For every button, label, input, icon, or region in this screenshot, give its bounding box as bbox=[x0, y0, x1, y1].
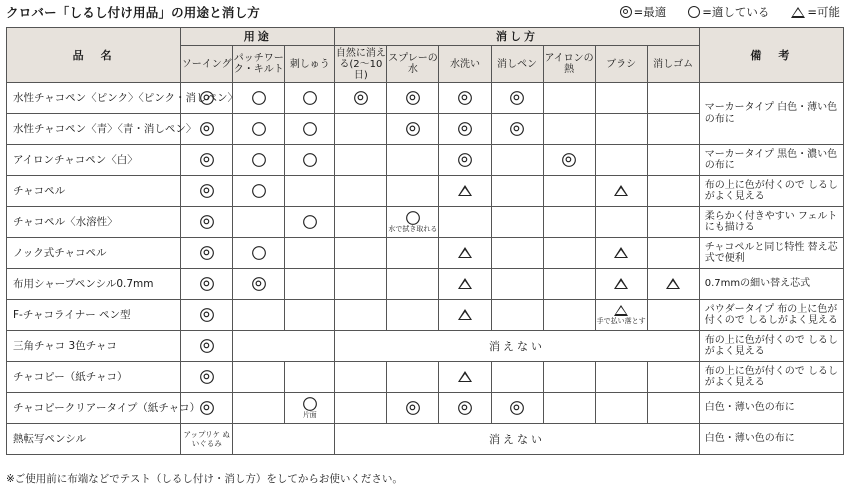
double-circle-icon bbox=[200, 215, 214, 229]
double-circle-icon bbox=[200, 370, 214, 384]
subheader-remove-col-3: 消しペン bbox=[491, 46, 543, 83]
note-cell: チャコペルと同じ特性 替え芯式で便利 bbox=[699, 238, 843, 269]
empty-cell bbox=[233, 331, 335, 362]
circle-icon bbox=[303, 122, 317, 136]
double-circle-icon bbox=[200, 401, 214, 415]
double-circle-icon bbox=[200, 339, 214, 353]
double-circle-icon bbox=[510, 122, 524, 136]
triangle-icon bbox=[458, 278, 472, 289]
mark-cell bbox=[647, 114, 699, 145]
triangle-icon bbox=[666, 278, 680, 289]
double-circle-icon bbox=[200, 122, 214, 136]
cell-note: 水で拭き取れる bbox=[388, 224, 438, 233]
mark-cell bbox=[233, 393, 285, 424]
mark-cell bbox=[285, 393, 335, 424]
triangle-icon bbox=[458, 247, 472, 258]
double-circle-icon bbox=[200, 153, 214, 167]
triangle-icon bbox=[458, 185, 472, 196]
mark-cell bbox=[647, 207, 699, 238]
table-row bbox=[7, 362, 844, 393]
legend-label: =可能 bbox=[807, 5, 840, 19]
product-name: 三角チャコ 3色チャコ bbox=[7, 331, 181, 362]
mark-cell bbox=[335, 176, 387, 207]
note-cell: 布の上に色が付くので しるしがよく見える bbox=[699, 362, 843, 393]
mark-cell bbox=[181, 176, 233, 207]
table-row bbox=[7, 176, 844, 207]
mark-cell bbox=[543, 114, 595, 145]
note-cell: 布の上に色が付くので しるしがよく見える bbox=[699, 176, 843, 207]
not-removable-cell: 消えない bbox=[335, 331, 699, 362]
mark-cell bbox=[647, 362, 699, 393]
legend-suitable bbox=[688, 4, 769, 20]
triangle-icon bbox=[614, 185, 628, 196]
circle-icon bbox=[252, 91, 266, 105]
empty-cell bbox=[233, 424, 335, 455]
mark-cell bbox=[543, 362, 595, 393]
double-circle-icon bbox=[406, 122, 420, 136]
mark-cell bbox=[335, 145, 387, 176]
mark-cell bbox=[285, 176, 335, 207]
mark-cell bbox=[181, 331, 233, 362]
subheader-remove-col-2: 水洗い bbox=[439, 46, 491, 83]
mark-cell bbox=[387, 393, 439, 424]
subheader-use-col-1: パッチワーク・キルト bbox=[233, 46, 285, 83]
mark-cell bbox=[595, 114, 647, 145]
subheader-remove-col-0: 自然に消える(2〜10日) bbox=[335, 47, 386, 81]
mark-cell bbox=[491, 238, 543, 269]
mark-cell bbox=[439, 207, 491, 238]
double-circle-icon bbox=[458, 122, 472, 136]
mark-cell bbox=[335, 393, 387, 424]
product-name: チャコペル bbox=[7, 176, 181, 207]
triangle-icon bbox=[614, 247, 628, 258]
legend-label: =最適 bbox=[633, 5, 667, 19]
mark-cell bbox=[233, 269, 285, 300]
double-circle-icon bbox=[200, 277, 214, 291]
mark-cell bbox=[285, 300, 335, 331]
circle-icon bbox=[303, 397, 317, 411]
double-circle-icon bbox=[458, 153, 472, 167]
product-name: チャコピークリアータイプ（紙チャコ） bbox=[7, 393, 181, 424]
mark-cell bbox=[647, 393, 699, 424]
mark-cell bbox=[595, 176, 647, 207]
double-circle-icon bbox=[458, 91, 472, 105]
triangle-icon bbox=[614, 278, 628, 289]
mark-cell bbox=[387, 83, 439, 114]
note-cell: パウダータイプ 布の上に色が付くので しるしがよく見える bbox=[699, 300, 843, 331]
mark-cell bbox=[595, 207, 647, 238]
legend bbox=[620, 4, 840, 20]
mark-cell bbox=[543, 83, 595, 114]
note-cell: 白色・薄い色の布に bbox=[699, 393, 843, 424]
mark-cell bbox=[543, 238, 595, 269]
note-cell: 柔らかく付きやすい フェルトにも描ける bbox=[699, 207, 843, 238]
mark-cell bbox=[491, 176, 543, 207]
triangle-icon bbox=[458, 371, 472, 382]
mark-cell bbox=[595, 238, 647, 269]
double-circle-icon bbox=[510, 401, 524, 415]
mark-cell bbox=[387, 362, 439, 393]
mark-cell bbox=[387, 145, 439, 176]
mark-cell bbox=[491, 145, 543, 176]
note-cell: マーカータイプ 黒色・濃い色の布に bbox=[699, 145, 843, 176]
product-name: チャコピー（紙チャコ） bbox=[7, 362, 181, 393]
mark-cell bbox=[335, 362, 387, 393]
note-cell: マーカータイプ 白色・薄い色の布に bbox=[699, 83, 843, 145]
mark-cell bbox=[335, 83, 387, 114]
mark-cell bbox=[233, 300, 285, 331]
subheader-use-col-2: 刺しゅう bbox=[285, 46, 335, 83]
mark-cell bbox=[181, 238, 233, 269]
circle-icon bbox=[252, 184, 266, 198]
circle-icon bbox=[688, 6, 700, 18]
mark-cell bbox=[439, 114, 491, 145]
table-row bbox=[7, 393, 844, 424]
mark-cell bbox=[595, 300, 647, 331]
mark-cell bbox=[233, 145, 285, 176]
mark-cell bbox=[335, 300, 387, 331]
mark-cell bbox=[233, 83, 285, 114]
table-row bbox=[7, 207, 844, 238]
mark-cell bbox=[335, 238, 387, 269]
mark-cell bbox=[181, 300, 233, 331]
mark-cell bbox=[335, 114, 387, 145]
mark-cell bbox=[181, 207, 233, 238]
legend-best bbox=[620, 4, 667, 20]
mark-cell bbox=[543, 269, 595, 300]
double-circle-icon bbox=[200, 184, 214, 198]
mark-cell bbox=[439, 362, 491, 393]
header-notes: 備 考 bbox=[699, 28, 843, 83]
mark-cell bbox=[181, 424, 233, 455]
header-remove: 消し方 bbox=[335, 28, 699, 46]
mark-cell bbox=[181, 362, 233, 393]
mark-cell bbox=[595, 83, 647, 114]
note-cell: 0.7mmの細い替え芯式 bbox=[699, 269, 843, 300]
mark-cell bbox=[285, 362, 335, 393]
mark-cell bbox=[439, 238, 491, 269]
mark-cell bbox=[595, 393, 647, 424]
subheader-remove-col-4: アイロンの熱 bbox=[543, 46, 595, 83]
circle-icon bbox=[303, 153, 317, 167]
triangle-icon bbox=[458, 309, 472, 320]
mark-cell bbox=[233, 207, 285, 238]
note-cell: 白色・薄い色の布に bbox=[699, 424, 843, 455]
mark-cell bbox=[387, 269, 439, 300]
mark-cell bbox=[647, 176, 699, 207]
mark-cell bbox=[647, 269, 699, 300]
double-circle-icon bbox=[252, 277, 266, 291]
double-circle-icon bbox=[200, 246, 214, 260]
mark-cell bbox=[387, 176, 439, 207]
mark-cell bbox=[285, 207, 335, 238]
mark-cell bbox=[285, 83, 335, 114]
mark-cell bbox=[647, 145, 699, 176]
mark-cell bbox=[439, 176, 491, 207]
mark-cell bbox=[595, 145, 647, 176]
product-name: 熱転写ペンシル bbox=[7, 424, 181, 455]
mark-cell bbox=[491, 362, 543, 393]
circle-icon bbox=[303, 91, 317, 105]
legend-possible bbox=[791, 4, 840, 20]
mark-cell bbox=[491, 269, 543, 300]
product-name: アイロンチャコペン〈白〉 bbox=[7, 145, 181, 176]
double-circle-icon bbox=[562, 153, 576, 167]
mark-cell bbox=[595, 362, 647, 393]
product-name: 水性チャコペン〈ピンク〉〈ピンク・消しペン〉 bbox=[7, 83, 181, 114]
product-name: チャコペル〈水溶性〉 bbox=[7, 207, 181, 238]
mark-cell bbox=[387, 238, 439, 269]
mark-cell bbox=[285, 145, 335, 176]
note-cell: 布の上に色が付くので しるしがよく見える bbox=[699, 331, 843, 362]
mark-cell bbox=[439, 83, 491, 114]
product-name: F-チャコライナー ペン型 bbox=[7, 300, 181, 331]
product-name: 布用シャープペンシル0.7mm bbox=[7, 269, 181, 300]
mark-cell bbox=[387, 114, 439, 145]
mark-cell bbox=[387, 300, 439, 331]
table-row bbox=[7, 424, 844, 455]
mark-cell bbox=[181, 145, 233, 176]
header-name: 品 名 bbox=[7, 28, 181, 83]
mark-cell bbox=[335, 269, 387, 300]
mark-cell bbox=[387, 207, 439, 238]
mark-cell bbox=[233, 362, 285, 393]
subheader-remove-col-5: ブラシ bbox=[595, 46, 647, 83]
mark-cell bbox=[543, 176, 595, 207]
mark-cell bbox=[647, 83, 699, 114]
product-name: 水性チャコペン〈青〉〈青・消しペン〉 bbox=[7, 114, 181, 145]
cell-text: アップリケ ぬいぐるみ bbox=[183, 430, 230, 448]
double-circle-icon bbox=[406, 91, 420, 105]
mark-cell bbox=[491, 393, 543, 424]
mark-cell bbox=[439, 145, 491, 176]
mark-cell bbox=[285, 238, 335, 269]
legend-label: =適している bbox=[702, 5, 770, 19]
mark-cell bbox=[543, 393, 595, 424]
double-circle-icon bbox=[200, 308, 214, 322]
mark-cell bbox=[491, 300, 543, 331]
mark-cell bbox=[491, 83, 543, 114]
circle-icon bbox=[406, 211, 420, 225]
mark-cell bbox=[647, 238, 699, 269]
product-name: ノック式チャコペル bbox=[7, 238, 181, 269]
mark-cell bbox=[233, 176, 285, 207]
mark-cell bbox=[543, 300, 595, 331]
mark-cell bbox=[233, 238, 285, 269]
double-circle-icon bbox=[354, 91, 368, 105]
subheader-remove-col-1: スプレーの水 bbox=[387, 46, 439, 83]
subheader-use-col-0: ソーイング bbox=[181, 46, 233, 83]
circle-icon bbox=[252, 122, 266, 136]
footnote: ※ご使用前に布端などでテスト（しるし付け・消し方）をしてからお使いください。 bbox=[6, 473, 403, 485]
header-use: 用途 bbox=[181, 28, 335, 46]
mark-cell bbox=[233, 114, 285, 145]
circle-icon bbox=[252, 246, 266, 260]
mark-cell bbox=[335, 207, 387, 238]
table-row bbox=[7, 269, 844, 300]
double-circle-icon bbox=[620, 6, 632, 18]
double-circle-icon bbox=[510, 91, 524, 105]
page-title: クロバー「しるし付け用品」の用途と消し方 bbox=[6, 5, 261, 20]
mark-cell bbox=[439, 393, 491, 424]
table-row bbox=[7, 238, 844, 269]
table-row bbox=[7, 145, 844, 176]
triangle-icon bbox=[614, 305, 628, 316]
mark-cell bbox=[285, 114, 335, 145]
mark-cell bbox=[647, 300, 699, 331]
mark-cell bbox=[491, 207, 543, 238]
double-circle-icon bbox=[406, 401, 420, 415]
triangle-icon bbox=[791, 7, 805, 18]
mark-cell bbox=[543, 207, 595, 238]
table-row bbox=[7, 83, 844, 114]
mark-cell bbox=[491, 114, 543, 145]
table-row bbox=[7, 300, 844, 331]
product-table bbox=[6, 27, 844, 455]
mark-cell bbox=[181, 269, 233, 300]
mark-cell bbox=[595, 269, 647, 300]
double-circle-icon bbox=[458, 401, 472, 415]
cell-note: 片面 bbox=[302, 410, 317, 419]
mark-cell bbox=[543, 145, 595, 176]
table-row bbox=[7, 331, 844, 362]
cell-note: 手で払い落とす bbox=[596, 317, 646, 326]
mark-cell bbox=[439, 269, 491, 300]
mark-cell bbox=[439, 300, 491, 331]
circle-icon bbox=[252, 153, 266, 167]
circle-icon bbox=[303, 215, 317, 229]
not-removable-cell: 消えない bbox=[335, 424, 699, 455]
double-circle-icon bbox=[200, 91, 214, 105]
subheader-remove-col-6: 消しゴム bbox=[647, 46, 699, 83]
mark-cell bbox=[285, 269, 335, 300]
